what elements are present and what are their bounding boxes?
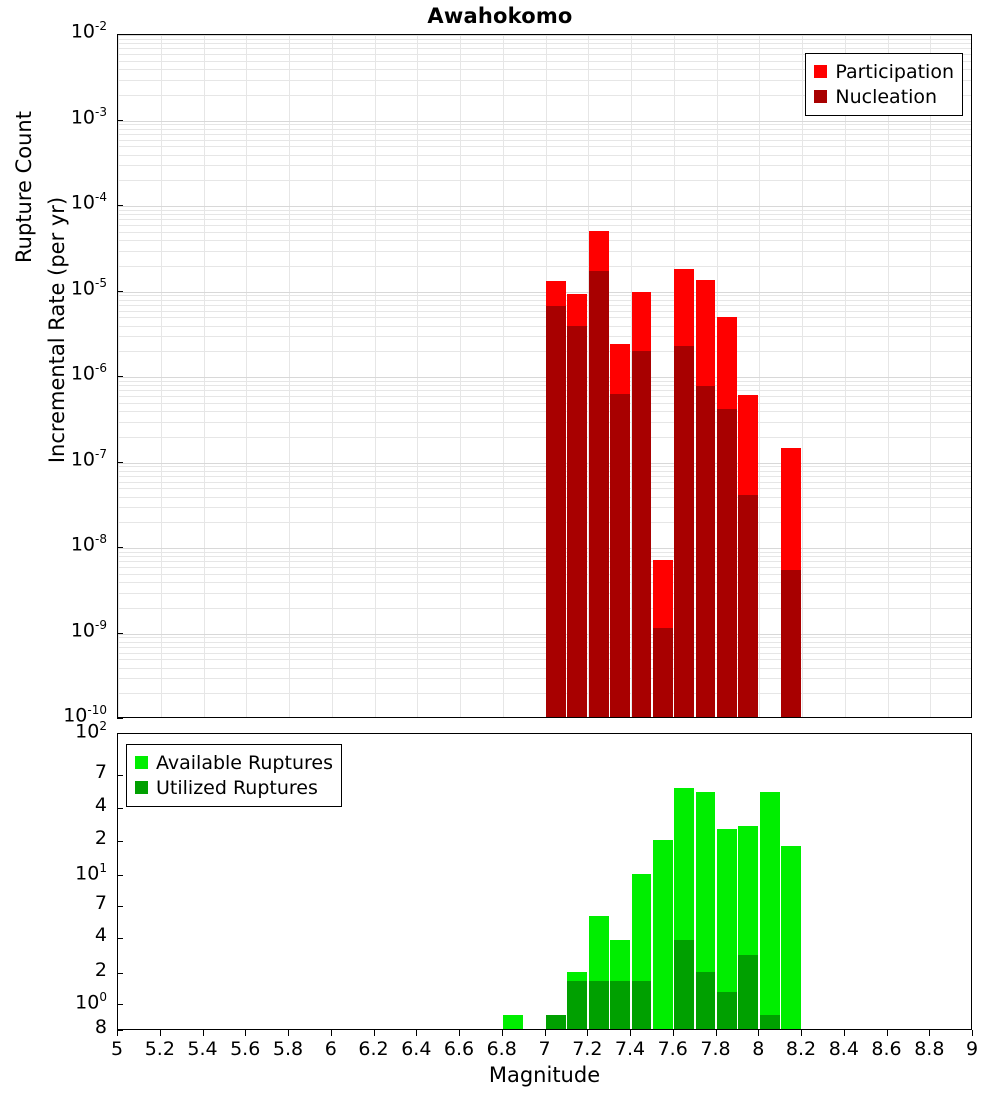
x-tick-mark [844, 1030, 845, 1036]
gridline-horizontal [118, 129, 971, 130]
x-tick-mark [673, 1030, 674, 1036]
gridline-horizontal [118, 146, 971, 147]
legend-item-available-ruptures [135, 750, 333, 775]
y-tick-mark [117, 291, 123, 292]
legend-item-participation [814, 59, 954, 84]
gridline-vertical [417, 35, 418, 717]
gridline-horizontal [118, 466, 971, 467]
gridline-horizontal [118, 403, 971, 404]
gridline-horizontal [118, 134, 971, 135]
bar-utilized-ruptures [696, 972, 716, 1029]
x-tick-mark [203, 1030, 204, 1036]
y-tick-mark [117, 875, 123, 876]
y-tick-mark [117, 376, 123, 377]
y-tick-label: $10^{-4}$ [70, 190, 107, 214]
gridline-horizontal [118, 693, 971, 694]
x-tick-label: 9 [965, 1038, 979, 1060]
y-tick-mark [117, 938, 123, 939]
gridline-vertical [460, 35, 461, 717]
gridline-horizontal [118, 385, 971, 386]
gridline-horizontal [118, 507, 971, 508]
x-tick-label: 7.2 [572, 1038, 603, 1060]
gridline-horizontal [118, 165, 971, 166]
y-tick-mark [117, 34, 123, 35]
x-tick-label: 8.6 [871, 1038, 902, 1060]
incremental-rate-axis-title: Incremental Rate (per yr) [45, 196, 69, 464]
bar-nucleation [653, 628, 673, 717]
gridline-horizontal [118, 574, 971, 575]
x-tick-mark [245, 1030, 246, 1036]
gridline-horizontal [118, 476, 971, 477]
gridline-vertical [204, 35, 205, 717]
legend-label-utilized-ruptures: Utilized Ruptures [156, 776, 318, 799]
gridline-horizontal [118, 311, 971, 312]
bar-nucleation [781, 570, 801, 717]
gridline-horizontal [118, 292, 971, 293]
gridline-horizontal [118, 659, 971, 660]
y-tick-mark [117, 718, 123, 719]
x-tick-mark [160, 1030, 161, 1036]
gridline-horizontal [118, 295, 971, 296]
legend-item-nucleation [814, 84, 954, 109]
gridline-horizontal [118, 214, 971, 215]
gridline-horizontal [118, 232, 971, 233]
bar-nucleation [738, 495, 758, 718]
x-tick-label: 7 [538, 1038, 551, 1060]
gridline-horizontal [118, 463, 971, 464]
y-tick-label: $10^2$ [75, 719, 107, 743]
bar-nucleation [610, 394, 630, 717]
y-tick-mark [117, 462, 123, 463]
gridline-horizontal [118, 381, 971, 382]
y-tick-label: $10^{-10}$ [63, 703, 107, 727]
gridline-vertical [375, 35, 376, 717]
gridline-horizontal [118, 390, 971, 391]
chart-title: Awahokomo [427, 4, 573, 28]
gridline-horizontal [118, 497, 971, 498]
legend-label-participation: Participation [835, 60, 954, 83]
bar-utilized-ruptures [567, 981, 587, 1029]
gridline-horizontal [118, 552, 971, 553]
y-tick-label: $10^{-7}$ [70, 446, 107, 470]
gridline-horizontal [118, 437, 971, 438]
gridline-vertical [332, 35, 333, 717]
y-tick-label: $10^{-5}$ [70, 275, 107, 299]
x-tick-mark [416, 1030, 417, 1036]
y-tick-mark [117, 775, 123, 776]
gridline-horizontal [118, 140, 971, 141]
gridline-horizontal [118, 305, 971, 306]
incremental-rate-plot-area [118, 35, 971, 717]
bar-available-ruptures [760, 792, 780, 1029]
gridline-horizontal [118, 300, 971, 301]
x-tick-mark [459, 1030, 460, 1036]
x-tick-mark [887, 1030, 888, 1036]
bar-utilized-ruptures [738, 955, 758, 1029]
x-tick-label: 7.8 [700, 1038, 731, 1060]
gridline-vertical [888, 35, 889, 717]
gridline-vertical [930, 35, 931, 717]
y-tick-mark [117, 733, 123, 734]
legend-label-nucleation: Nucleation [835, 85, 938, 108]
y-tick-label: $10^{-6}$ [70, 361, 107, 385]
gridline-horizontal [118, 155, 971, 156]
gridline-horizontal [118, 653, 971, 654]
x-tick-mark [758, 1030, 759, 1036]
x-tick-label: 6.2 [358, 1038, 389, 1060]
gridline-horizontal [118, 634, 971, 635]
gridline-horizontal [118, 219, 971, 220]
gridline-horizontal [118, 422, 971, 423]
y-tick-mark [117, 547, 123, 548]
gridline-vertical [802, 35, 803, 717]
gridline-horizontal [118, 48, 971, 49]
x-tick-label: 8 [752, 1038, 765, 1060]
gridline-horizontal [118, 43, 971, 44]
y-tick-label: $10^{-8}$ [70, 532, 107, 556]
gridline-horizontal [118, 522, 971, 523]
gridline-vertical [845, 35, 846, 717]
gridline-vertical [246, 35, 247, 717]
bar-nucleation [717, 409, 737, 717]
gridline-horizontal [118, 561, 971, 562]
gridline-horizontal [118, 266, 971, 267]
legend-item-utilized-ruptures [135, 775, 333, 800]
bar-nucleation [674, 346, 694, 717]
rate-legend [805, 53, 963, 116]
gridline-horizontal [118, 411, 971, 412]
x-tick-label: 7.6 [657, 1038, 688, 1060]
y-tick-mark [117, 808, 123, 809]
bar-utilized-ruptures [674, 940, 694, 1029]
y-tick-label: 7 [94, 891, 107, 914]
x-tick-mark [117, 1030, 118, 1036]
gridline-horizontal [118, 548, 971, 549]
x-tick-label: 6.4 [401, 1038, 432, 1060]
gridline-horizontal [118, 668, 971, 669]
bar-available-ruptures [781, 846, 801, 1029]
legend-label-available-ruptures: Available Ruptures [156, 751, 333, 774]
x-tick-label: 8.8 [914, 1038, 945, 1060]
x-axis-title: Magnitude [488, 1063, 601, 1087]
x-tick-label: 5.4 [187, 1038, 218, 1060]
x-tick-label: 6.8 [486, 1038, 517, 1060]
x-tick-mark [374, 1030, 375, 1036]
x-tick-mark [545, 1030, 546, 1036]
x-tick-label: 8.4 [828, 1038, 859, 1060]
x-tick-label: 7.4 [614, 1038, 646, 1060]
gridline-horizontal [118, 637, 971, 638]
utilized-ruptures-color-swatch [135, 781, 148, 794]
bar-nucleation [567, 326, 587, 717]
x-tick-label: 8.2 [785, 1038, 817, 1060]
x-tick-label: 5 [110, 1038, 124, 1060]
y-tick-label: $10^0$ [75, 989, 107, 1014]
gridline-horizontal [118, 377, 971, 378]
gridline-horizontal [118, 210, 971, 211]
gridline-horizontal [118, 39, 971, 40]
x-tick-label: 5.8 [272, 1038, 304, 1060]
y-tick-label: 4 [94, 923, 107, 946]
y-tick-label: 2 [94, 826, 107, 849]
y-tick-label: $10^1$ [75, 860, 107, 884]
gridline-horizontal [118, 317, 971, 318]
x-tick-label: 6 [324, 1038, 337, 1060]
gridline-horizontal [118, 206, 971, 207]
gridline-horizontal [118, 35, 971, 36]
bar-utilized-ruptures [632, 981, 652, 1029]
y-tick-mark [117, 633, 123, 634]
x-tick-label: 6.6 [443, 1038, 475, 1060]
bar-nucleation [589, 271, 609, 717]
gridline-horizontal [118, 642, 971, 643]
gridline-horizontal [118, 225, 971, 226]
y-tick-label: 7 [94, 760, 107, 783]
y-tick-mark [117, 906, 123, 907]
gridline-horizontal [118, 240, 971, 241]
gridline-horizontal [118, 124, 971, 125]
y-tick-label: 2 [94, 958, 107, 981]
available-ruptures-color-swatch [135, 756, 148, 769]
gridline-vertical [289, 35, 290, 717]
bar-utilized-ruptures [589, 981, 609, 1029]
x-tick-label: 5.2 [144, 1038, 175, 1060]
gridline-horizontal [118, 678, 971, 679]
nucleation-color-swatch [814, 90, 827, 103]
gridline-horizontal [118, 647, 971, 648]
gridline-vertical [161, 35, 162, 717]
gridline-horizontal [118, 567, 971, 568]
y-tick-mark [117, 205, 123, 206]
x-tick-mark [801, 1030, 802, 1036]
rupture-count-panel [117, 733, 972, 1030]
y-tick-mark [117, 841, 123, 842]
gridline-vertical [759, 35, 760, 717]
gridline-horizontal [118, 121, 971, 122]
bar-utilized-ruptures [717, 992, 737, 1029]
gridline-horizontal [118, 396, 971, 397]
y-tick-label: $10^{-2}$ [70, 19, 107, 43]
gridline-horizontal [118, 593, 971, 594]
x-tick-mark [331, 1030, 332, 1036]
bar-available-ruptures [503, 1015, 523, 1029]
rupture-count-axis-title: Rupture Count [12, 111, 36, 263]
gridline-horizontal [118, 251, 971, 252]
y-tick-mark [117, 1004, 123, 1005]
gridline-horizontal [118, 180, 971, 181]
y-tick-mark [117, 120, 123, 121]
x-tick-mark [929, 1030, 930, 1036]
bar-nucleation [696, 386, 716, 717]
gridline-horizontal [118, 351, 971, 352]
rupture-legend [126, 744, 342, 807]
y-tick-label: 8 [94, 1016, 107, 1038]
incremental-rate-panel [117, 34, 972, 718]
x-tick-mark [716, 1030, 717, 1036]
gridline-vertical [503, 35, 504, 717]
y-tick-label: $10^{-9}$ [70, 617, 107, 641]
bar-utilized-ruptures [546, 1015, 566, 1029]
y-tick-label: $10^{-3}$ [70, 104, 107, 128]
x-tick-mark [587, 1030, 588, 1036]
gridline-horizontal [118, 582, 971, 583]
gridline-horizontal [118, 482, 971, 483]
x-tick-mark [502, 1030, 503, 1036]
gridline-horizontal [118, 556, 971, 557]
y-tick-mark [117, 973, 123, 974]
x-tick-mark [972, 1030, 973, 1036]
gridline-horizontal [118, 488, 971, 489]
gridline-horizontal [118, 471, 971, 472]
bar-nucleation [632, 351, 652, 717]
bar-utilized-ruptures [760, 1015, 780, 1029]
gridline-horizontal [118, 608, 971, 609]
gridline-horizontal [118, 336, 971, 337]
bar-nucleation [546, 306, 566, 717]
bar-utilized-ruptures [610, 981, 630, 1029]
participation-color-swatch [814, 65, 827, 78]
gridline-horizontal [118, 326, 971, 327]
x-tick-label: 5.6 [230, 1038, 261, 1060]
x-tick-mark [630, 1030, 631, 1036]
x-tick-mark [288, 1030, 289, 1036]
bar-available-ruptures [653, 840, 673, 1029]
y-tick-label: 4 [94, 793, 107, 816]
